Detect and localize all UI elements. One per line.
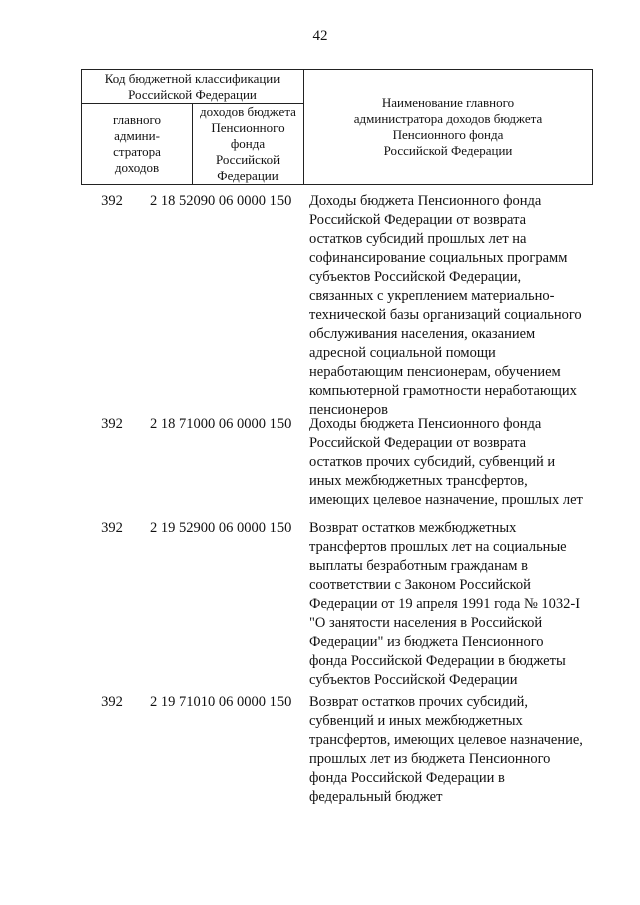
- header-line: Пенсионного фонда: [392, 127, 504, 142]
- admin-code: 392: [101, 694, 123, 710]
- header-line: главного: [112, 112, 162, 127]
- header-line: Российской Федерации: [128, 86, 257, 102]
- name-line: субъектов Российской Федерации: [309, 672, 518, 688]
- header-line: доходов: [114, 160, 160, 175]
- income-code: 2 18 52090 06 0000 150: [150, 193, 292, 209]
- name-line: соответствии с Законом Российской: [309, 577, 531, 593]
- name-line: фонда Российской Федерации в: [309, 770, 505, 786]
- header-line: Код бюджетной классификации: [104, 70, 281, 86]
- name-line: Доходы бюджета Пенсионного фонда: [309, 416, 542, 432]
- header-line: стратора: [113, 144, 161, 159]
- income-name: [309, 693, 593, 807]
- name-line: связанных с укреплением материально-: [309, 288, 555, 304]
- name-line: выплаты безработным гражданам в: [309, 558, 528, 574]
- header-line: админи-: [114, 128, 160, 143]
- admin-code: 392: [101, 193, 123, 209]
- name-line: адресной социальной помощи: [309, 345, 496, 361]
- page-number: 42: [312, 28, 328, 44]
- name-line: трансфертов, имеющих целевое назначение,: [309, 732, 583, 748]
- name-line: трансфертов прошлых лет на социальные: [309, 539, 567, 555]
- name-line: технической базы организаций социального: [309, 307, 582, 323]
- name-line: Федерации" из бюджета Пенсионного: [309, 634, 544, 650]
- name-line: субвенций и иных межбюджетных: [309, 713, 523, 729]
- name-line: Возврат остатков межбюджетных: [309, 520, 517, 536]
- income-code: 2 19 71010 06 0000 150: [150, 694, 292, 710]
- header-line: администратора доходов бюджета: [353, 111, 543, 126]
- header-line: Российской Федерации: [215, 152, 281, 183]
- name-line: Российской Федерации от возврата: [309, 435, 527, 451]
- name-line: остатков прочих субсидий, субвенций и: [309, 454, 556, 470]
- name-line: Доходы бюджета Пенсионного фонда: [309, 193, 542, 209]
- name-line: "О занятости населения в Российской: [309, 615, 543, 631]
- name-line: имеющих целевое назначение, прошлых лет: [309, 492, 583, 508]
- header-line: Пенсионного фонда: [211, 120, 285, 151]
- name-line: компьютерной грамотности неработающих: [309, 383, 577, 399]
- name-line: иных межбюджетных трансфертов,: [309, 473, 528, 489]
- name-line: неработающим пенсионерам, обучением: [309, 364, 561, 380]
- income-code: 2 19 52900 06 0000 150: [150, 520, 292, 536]
- name-line: Федерации от 19 апреля 1991 года № 1032-I: [309, 596, 581, 612]
- income-name: [309, 192, 593, 420]
- header-line: Российской Федерации: [383, 143, 513, 158]
- name-line: остатков субсидий прошлых лет на: [309, 231, 527, 247]
- income-code: 2 18 71000 06 0000 150: [150, 416, 292, 432]
- name-line: Возврат остатков прочих субсидий,: [309, 694, 528, 710]
- name-line: софинансирование социальных программ: [309, 250, 568, 266]
- name-line: Российской Федерации от возврата: [309, 212, 527, 228]
- income-name: [309, 415, 593, 510]
- name-line: обслуживания населения, оказанием: [309, 326, 536, 342]
- name-line: пенсионеров: [309, 402, 388, 418]
- name-line: фонда Российской Федерации в бюджеты: [309, 653, 566, 669]
- admin-code: 392: [101, 416, 123, 432]
- name-line: субъектов Российской Федерации,: [309, 269, 522, 285]
- header-line: доходов бюджета: [200, 104, 296, 119]
- header-line: Наименование главного: [381, 95, 515, 110]
- name-line: федеральный бюджет: [309, 789, 443, 805]
- admin-code: 392: [101, 520, 123, 536]
- name-line: прошлых лет из бюджета Пенсионного: [309, 751, 551, 767]
- income-name: [309, 519, 593, 690]
